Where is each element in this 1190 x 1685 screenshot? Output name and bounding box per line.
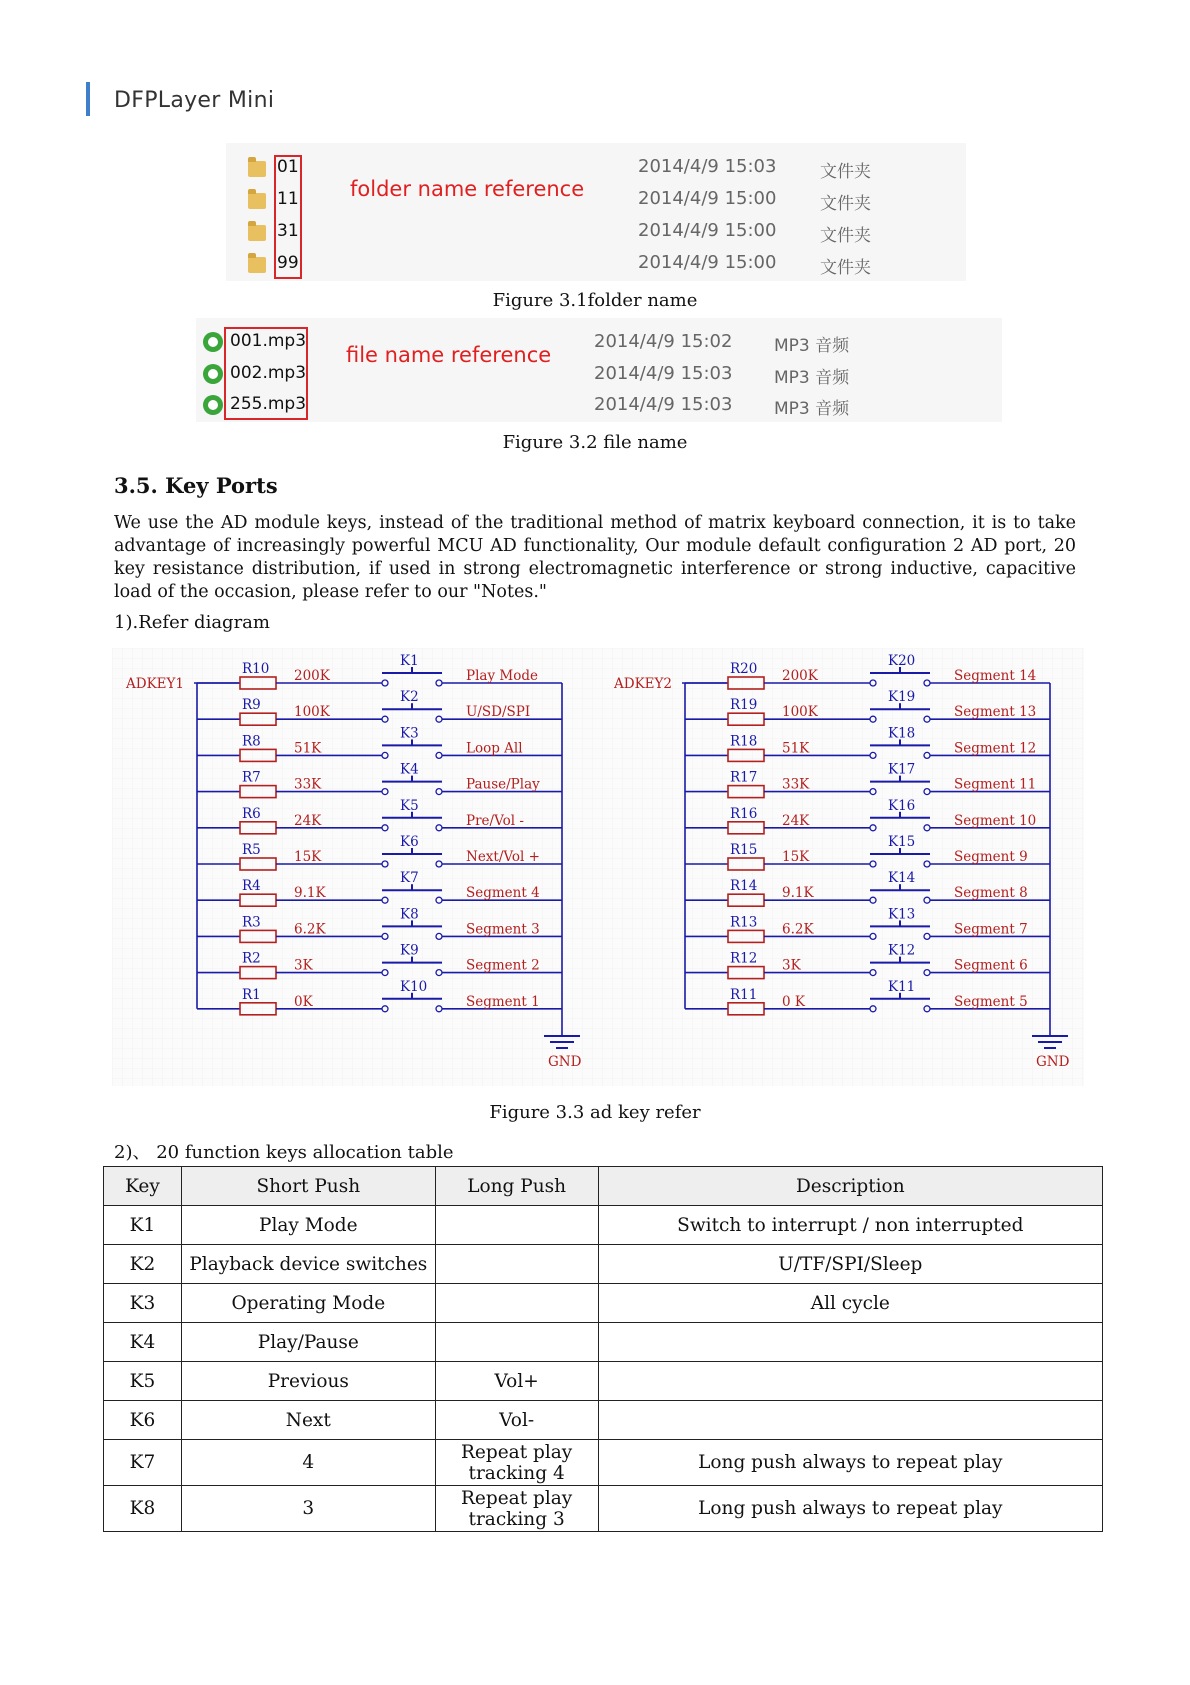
- table-row: [104, 1486, 1103, 1532]
- resistor-label: R17: [730, 769, 758, 786]
- table-row: [104, 1362, 1103, 1401]
- file-row[interactable]: [196, 391, 1002, 421]
- key-function-label: Segment 14: [954, 668, 1037, 684]
- file-name-reference-label: file name reference: [346, 343, 552, 367]
- folder-date: 2014/4/9 15:00: [638, 220, 777, 241]
- file-type: MP3 音频: [774, 336, 850, 356]
- resistor-value: 15K: [294, 849, 322, 865]
- resistor-label: R8: [242, 733, 261, 750]
- col-header-description: Description: [598, 1167, 1102, 1206]
- cell-description: Switch to interrupt / non interrupted: [598, 1206, 1102, 1245]
- resistor-value: 6.2K: [782, 921, 814, 938]
- header-accent-bar: [86, 82, 90, 116]
- cell-long-push: [435, 1245, 598, 1284]
- resistor-value: 6.2K: [294, 921, 326, 938]
- key-function-label: Segment 7: [954, 921, 1028, 938]
- col-header-key: Key: [104, 1167, 182, 1206]
- resistor-value: 24K: [294, 812, 322, 829]
- file-name: 255.mp3: [230, 394, 307, 414]
- resistor-value: 24K: [782, 812, 810, 829]
- table-row: [104, 1401, 1103, 1440]
- file-row[interactable]: [196, 328, 1002, 358]
- resistor-value: 200K: [294, 668, 330, 684]
- resistor-label: R12: [730, 950, 758, 967]
- switch-label: K10: [400, 978, 428, 995]
- cell-short-push: Previous: [181, 1362, 435, 1401]
- resistor-value: 51K: [294, 740, 322, 757]
- switch-label: K8: [400, 906, 419, 923]
- key-function-label: Segment 11: [954, 776, 1037, 793]
- switch-label: K11: [888, 978, 916, 995]
- switch-label: K17: [888, 761, 916, 778]
- resistor-label: R10: [242, 661, 270, 677]
- resistor-value: 200K: [782, 668, 818, 684]
- port-label: ADKEY2: [614, 676, 673, 692]
- switch-label: K16: [888, 797, 916, 814]
- cell-long-push: [435, 1284, 598, 1323]
- cell-key: K3: [104, 1284, 182, 1323]
- cell-description: [598, 1323, 1102, 1362]
- folder-type: 文件夹: [820, 162, 871, 182]
- table-row: [104, 1440, 1103, 1486]
- figure-3-2-caption: Figure 3.2 file name: [502, 432, 688, 453]
- resistor-value: 9.1K: [782, 885, 814, 902]
- ad-key-schematic: [112, 648, 1084, 1086]
- key-function-label: Segment 1: [466, 993, 540, 1010]
- folder-listing-screenshot: [226, 143, 966, 281]
- col-header-short-push: Short Push: [181, 1167, 435, 1206]
- key-function-label: Segment 8: [954, 885, 1028, 902]
- resistor-label: R11: [730, 986, 758, 1003]
- file-name: 002.mp3: [230, 363, 307, 383]
- key-function-label: Segment 6: [954, 957, 1028, 974]
- folder-date: 2014/4/9 15:00: [638, 252, 777, 273]
- folder-icon: [248, 161, 266, 177]
- table-row: [104, 1323, 1103, 1362]
- cell-short-push: Next: [181, 1401, 435, 1440]
- cell-long-push: Repeat play tracking 3: [435, 1486, 598, 1532]
- key-function-label: Pre/Vol -: [466, 812, 524, 829]
- resistor-label: R13: [730, 914, 758, 931]
- cell-description: [598, 1362, 1102, 1401]
- key-function-label: Segment 3: [466, 921, 540, 938]
- cell-long-push: [435, 1206, 598, 1245]
- folder-date: 2014/4/9 15:03: [638, 156, 777, 177]
- switch-label: K1: [400, 653, 419, 669]
- folder-row[interactable]: [226, 185, 966, 215]
- resistor-value: 0 K: [782, 993, 805, 1010]
- refer-diagram-label: 1).Refer diagram: [114, 612, 270, 633]
- folder-name: 99: [277, 253, 299, 273]
- table-intro-label: 2)、 20 function keys allocation table: [114, 1142, 454, 1163]
- key-function-label: Segment 12: [954, 740, 1037, 757]
- switch-label: K5: [400, 797, 419, 814]
- switch-label: K20: [888, 653, 916, 669]
- cell-description: U/TF/SPI/Sleep: [598, 1245, 1102, 1284]
- key-function-label: Segment 9: [954, 849, 1028, 865]
- resistor-label: R6: [242, 805, 261, 822]
- resistor-value: 51K: [782, 740, 810, 757]
- key-function-label: Loop All: [466, 740, 523, 757]
- gnd-label: GND: [1036, 1054, 1070, 1070]
- switch-label: K6: [400, 834, 419, 850]
- resistor-value: 33K: [782, 776, 810, 793]
- cell-long-push: Repeat play tracking 4: [435, 1440, 598, 1486]
- mp3-file-icon: [203, 395, 223, 415]
- folder-name: 31: [277, 221, 299, 241]
- gnd-label: GND: [548, 1054, 582, 1070]
- file-type: MP3 音频: [774, 399, 850, 419]
- figure-3-3-caption: Figure 3.3 ad key refer: [489, 1102, 701, 1123]
- key-function-label: Segment 2: [466, 957, 540, 974]
- resistor-label: R16: [730, 805, 758, 822]
- figure-3-1-caption: Figure 3.1folder name: [492, 290, 698, 311]
- cell-description: [598, 1401, 1102, 1440]
- cell-key: K2: [104, 1245, 182, 1284]
- resistor-label: R18: [730, 733, 758, 750]
- folder-type: 文件夹: [820, 226, 871, 246]
- switch-label: K19: [888, 689, 916, 706]
- resistor-label: R9: [242, 697, 261, 714]
- resistor-value: 3K: [782, 957, 801, 974]
- folder-row[interactable]: [226, 217, 966, 247]
- resistor-value: 33K: [294, 776, 322, 793]
- folder-row[interactable]: [226, 153, 966, 183]
- switch-label: K3: [400, 725, 419, 742]
- switch-label: K13: [888, 906, 916, 923]
- file-row[interactable]: [196, 360, 1002, 390]
- resistor-label: R19: [730, 697, 758, 714]
- cell-description: Long push always to repeat play: [598, 1486, 1102, 1532]
- folder-type: 文件夹: [820, 258, 871, 278]
- switch-label: K4: [400, 761, 419, 778]
- key-function-label: Segment 10: [954, 812, 1037, 829]
- file-date: 2014/4/9 15:03: [594, 394, 733, 415]
- cell-key: K4: [104, 1323, 182, 1362]
- folder-name: 11: [277, 189, 299, 209]
- resistor-label: R5: [242, 842, 261, 858]
- cell-key: K8: [104, 1486, 182, 1532]
- file-date: 2014/4/9 15:03: [594, 363, 733, 384]
- file-type: MP3 音频: [774, 368, 850, 388]
- switch-label: K18: [888, 725, 916, 742]
- cell-long-push: [435, 1323, 598, 1362]
- port-label: ADKEY1: [126, 676, 185, 692]
- cell-description: All cycle: [598, 1284, 1102, 1323]
- key-function-label: Segment 5: [954, 993, 1028, 1010]
- file-date: 2014/4/9 15:02: [594, 331, 733, 352]
- resistor-label: R4: [242, 878, 261, 895]
- col-header-long-push: Long Push: [435, 1167, 598, 1206]
- key-function-label: Next/Vol +: [466, 849, 540, 865]
- key-function-label: Segment 4: [466, 885, 540, 902]
- folder-type: 文件夹: [820, 194, 871, 214]
- resistor-value: 100K: [294, 704, 330, 721]
- cell-short-push: Playback device switches: [181, 1245, 435, 1284]
- resistor-label: R20: [730, 661, 758, 677]
- cell-long-push: Vol+: [435, 1362, 598, 1401]
- mp3-file-icon: [203, 332, 223, 352]
- table-row: [104, 1245, 1103, 1284]
- cell-short-push: Play Mode: [181, 1206, 435, 1245]
- folder-icon: [248, 193, 266, 209]
- folder-name-reference-label: folder name reference: [350, 177, 585, 201]
- key-allocation-table: [103, 1166, 1103, 1532]
- table-row: [104, 1206, 1103, 1245]
- table-row: [104, 1284, 1103, 1323]
- folder-name: 01: [277, 157, 299, 177]
- file-listing-screenshot: [196, 318, 1002, 422]
- cell-short-push: Operating Mode: [181, 1284, 435, 1323]
- document-header-title: DFPLayer Mini: [114, 88, 275, 113]
- resistor-value: 3K: [294, 957, 313, 974]
- section-title: 3.5. Key Ports: [114, 473, 278, 498]
- folder-icon: [248, 225, 266, 241]
- switch-label: K14: [888, 870, 916, 887]
- switch-label: K2: [400, 689, 419, 706]
- resistor-label: R15: [730, 842, 758, 858]
- cell-description: Long push always to repeat play: [598, 1440, 1102, 1486]
- key-function-label: Segment 13: [954, 704, 1037, 721]
- resistor-label: R3: [242, 914, 261, 931]
- cell-short-push: 3: [181, 1486, 435, 1532]
- folder-row[interactable]: [226, 249, 966, 279]
- mp3-file-icon: [203, 364, 223, 384]
- switch-label: K12: [888, 942, 916, 959]
- switch-label: K7: [400, 870, 419, 887]
- table-header-row: [104, 1167, 1103, 1206]
- resistor-value: 0K: [294, 993, 313, 1010]
- folder-icon: [248, 257, 266, 273]
- cell-short-push: Play/Pause: [181, 1323, 435, 1362]
- resistor-label: R1: [242, 986, 261, 1003]
- resistor-value: 15K: [782, 849, 810, 865]
- resistor-label: R2: [242, 950, 261, 967]
- resistor-value: 9.1K: [294, 885, 326, 902]
- cell-key: K5: [104, 1362, 182, 1401]
- key-function-label: U/SD/SPI: [466, 704, 531, 721]
- file-name: 001.mp3: [230, 331, 307, 351]
- key-function-label: Play Mode: [466, 668, 538, 684]
- cell-long-push: Vol-: [435, 1401, 598, 1440]
- section-paragraph: We use the AD module keys, instead of the traditional method of matrix keyboard connection, it is to take advantage of increasingly powerful MCU AD functionality, Our module default configuration 2 AD port, 20 key resistance distribution, if used in strong electromagnetic interference or strong inductive, capacitive load of the occasion, please refer to our "Notes.": [114, 513, 1076, 602]
- switch-label: K15: [888, 834, 916, 850]
- cell-key: K7: [104, 1440, 182, 1486]
- key-function-label: Pause/Play: [466, 776, 540, 793]
- cell-key: K6: [104, 1401, 182, 1440]
- resistor-label: R7: [242, 769, 261, 786]
- folder-date: 2014/4/9 15:00: [638, 188, 777, 209]
- resistor-value: 100K: [782, 704, 818, 721]
- resistor-label: R14: [730, 878, 758, 895]
- cell-key: K1: [104, 1206, 182, 1245]
- cell-short-push: 4: [181, 1440, 435, 1486]
- switch-label: K9: [400, 942, 419, 959]
